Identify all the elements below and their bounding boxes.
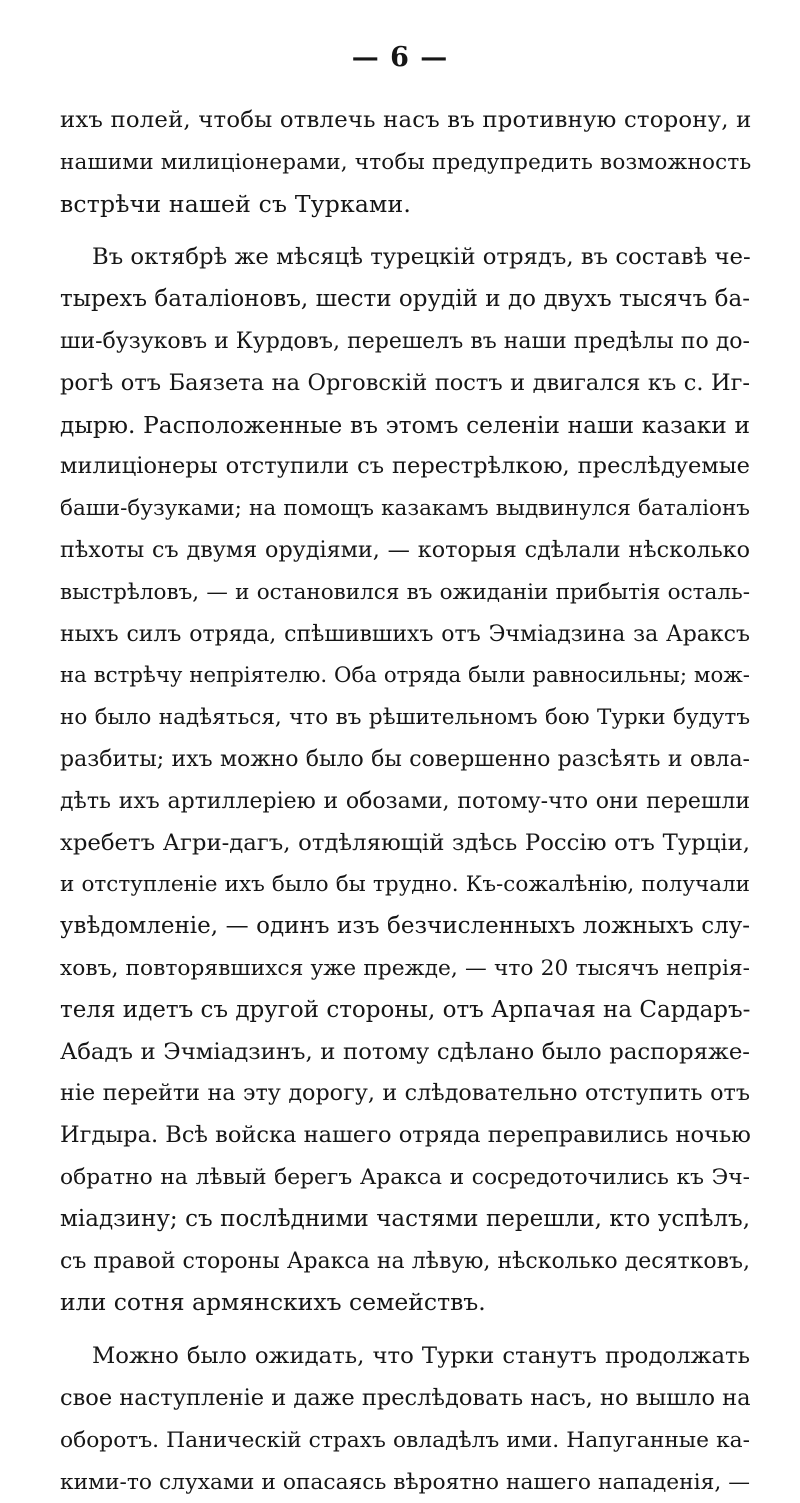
text-line: тырехъ баталіоновъ, шести орудій и до двухъ тысячъ ба- [60, 279, 750, 321]
page-number: — 6 — [0, 38, 800, 78]
text-line: теля идетъ съ другой стороны, отъ Арпачая на Сардаръ- [60, 990, 750, 1032]
text-line: Игдыра. Всѣ войска нашего отряда переправились ночью [60, 1115, 750, 1157]
text-line: ховъ, повторявшихся уже прежде, — что 20 тысячъ непрія- [60, 948, 750, 990]
text-line: оборотъ. Паническій страхъ овладѣлъ ими. Напуганные ка- [60, 1420, 750, 1462]
text-line: нашими милиціонерами, чтобы предупредить возможность [60, 142, 750, 184]
text-line: разбиты; ихъ можно было бы совершенно разсѣять и овла- [60, 739, 750, 781]
text-line: выстрѣловъ, — и остановился въ ожиданіи прибытія осталь- [60, 572, 750, 614]
text-line: ихъ полей, чтобы отвлечь насъ въ противную сторону, и [60, 100, 750, 142]
text-line: на встрѣчу непріятелю. Оба отряда были равносильны; мож- [60, 655, 750, 697]
text-line: Абадъ и Эчміадзинъ, и потому сдѣлано было распоряже- [60, 1032, 750, 1074]
text-line: пѣхоты съ двумя орудіями, — которыя сдѣлали нѣсколько [60, 530, 750, 572]
text-line: міадзину; съ послѣдними частями перешли, кто успѣлъ, [60, 1199, 750, 1241]
text-line: Можно было ожидать, что Турки станутъ продолжать [60, 1336, 750, 1378]
text-line: и отступленіе ихъ было бы трудно. Къ-сожалѣнію, получали [60, 864, 750, 906]
text-line: свое наступленіе и даже преслѣдовать насъ, но вышло на [60, 1378, 750, 1420]
text-line: или сотня армянскихъ семействъ. [60, 1282, 750, 1324]
text-line: ніе перейти на эту дорогу, и слѣдовательно отступить отъ [60, 1073, 750, 1115]
text-line: хребетъ Агри-дагъ, отдѣляющій здѣсь Россію отъ Турціи, [60, 823, 750, 865]
text-line: ныхъ силъ отряда, спѣшившихъ отъ Эчміадзина за Араксъ [60, 614, 750, 656]
text-line: рогѣ отъ Баязета на Орговскій постъ и двигался къ с. Иг- [60, 363, 750, 405]
text-line: кими-то слухами и опасаясь вѣроятно нашего нападенія, — [60, 1462, 750, 1503]
text-line: Въ октябрѣ же мѣсяцѣ турецкій отрядъ, въ составѣ че- [60, 237, 750, 279]
text-line: ши-бузуковъ и Курдовъ, перешелъ въ наши предѣлы по до- [60, 321, 750, 363]
body-text [60, 100, 750, 1503]
text-line: встрѣчи нашей съ Турками. [60, 184, 750, 226]
paragraph-gap [60, 1324, 750, 1336]
text-line: увѣдомленіе, — одинъ изъ безчисленныхъ ложныхъ слу- [60, 906, 750, 948]
text-line: обратно на лѣвый берегъ Аракса и сосредоточились къ Эч- [60, 1157, 750, 1199]
text-line: съ правой стороны Аракса на лѣвую, нѣсколько десятковъ, [60, 1241, 750, 1283]
text-line: но было надѣяться, что въ рѣшительномъ бою Турки будутъ [60, 697, 750, 739]
text-line: баши-бузуками; на помощъ казакамъ выдвинулся баталіонъ [60, 488, 750, 530]
text-line: милиціонеры отступили съ перестрѣлкою, преслѣдуемые [60, 446, 750, 488]
text-line: дырю. Расположенные въ этомъ селеніи наши казаки и [60, 405, 750, 447]
paragraph-gap [60, 225, 750, 237]
text-line: дѣть ихъ артиллеріею и обозами, потому-что они перешли [60, 781, 750, 823]
